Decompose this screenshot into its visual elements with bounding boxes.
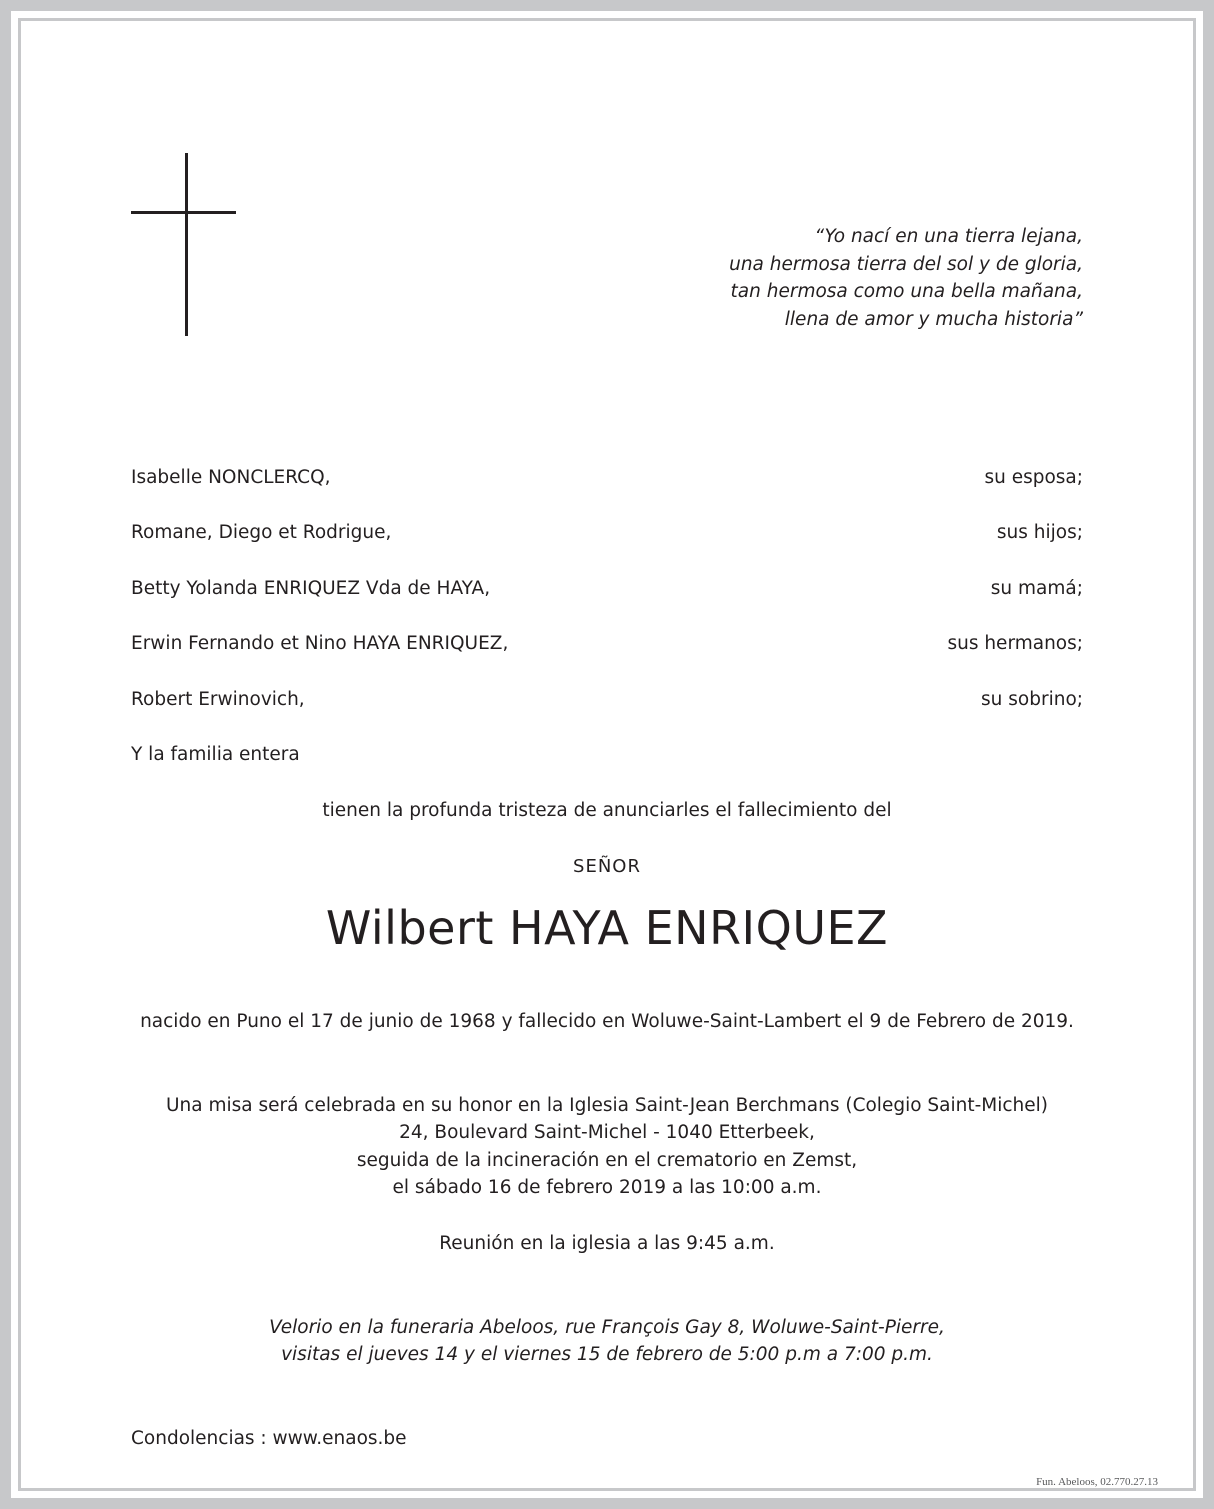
family-member-relation: sus hermanos; <box>947 633 1083 654</box>
family-member-name: Erwin Fernando et Nino HAYA ENRIQUEZ, <box>131 633 509 654</box>
family-member-name: Robert Erwinovich, <box>131 689 305 710</box>
mass-line: Una misa será celebrada en su honor en la Iglesia Saint-Jean Berchmans (Colegio Saint-Michel) <box>165 1095 1049 1116</box>
cross-horizontal-bar <box>131 211 236 214</box>
cross-vertical-bar <box>185 153 188 336</box>
deceased-name: Wilbert HAYA ENRIQUEZ <box>325 901 889 955</box>
quote-line: una hermosa tierra del sol y de gloria, <box>729 253 1083 275</box>
family-member-relation: su sobrino; <box>981 689 1083 710</box>
family-member-name: Isabelle NONCLERCQ, <box>131 467 331 488</box>
family-row <box>131 465 1083 491</box>
wake-line: visitas el jueves 14 y el viernes 15 de febrero de 5:00 p.m a 7:00 p.m. <box>281 1344 933 1365</box>
mass-line: seguida de la incineración en el crematorio en Zemst, <box>356 1150 858 1171</box>
epigraph-quote <box>523 223 1083 333</box>
family-member-relation: su esposa; <box>984 467 1083 488</box>
wake-line: Velorio en la funeraria Abeloos, rue François Gay 8, Woluwe-Saint-Pierre, <box>269 1317 945 1338</box>
reunion-text: Reunión en la iglesia a las 9:45 a.m. <box>439 1233 775 1254</box>
quote-line: tan hermosa como una bella mañana, <box>730 281 1083 302</box>
mass-line: el sábado 16 de febrero 2019 a las 10:00 a.m. <box>392 1177 822 1198</box>
family-row <box>131 576 1083 602</box>
birth-death-text: nacido en Puno el 17 de junio de 1968 y fallecido en Woluwe-Saint-Lambert el 9 de Febrero de 2019. <box>140 1011 1074 1032</box>
family-member-name: Y la familia entera <box>131 744 300 765</box>
announcement-text: tienen la profunda tristeza de anunciarles el fallecimiento del <box>322 800 892 821</box>
quote-line: “Yo nací en una tierra lejana, <box>814 226 1083 247</box>
mass-line: 24, Boulevard Saint-Michel - 1040 Etterbeek, <box>399 1122 815 1143</box>
family-row <box>131 631 1083 657</box>
family-member-relation: sus hijos; <box>996 522 1083 543</box>
condolences-text: Condolencias : www.enaos.be <box>131 1428 407 1449</box>
funeral-home-credit: Fun. Abeloos, 02.770.27.13 <box>1036 1476 1158 1488</box>
family-row <box>131 742 1083 768</box>
family-member-relation: su mamá; <box>990 578 1083 599</box>
family-row <box>131 687 1083 713</box>
honorific-title: SEÑOR <box>573 856 641 877</box>
family-member-name: Romane, Diego et Rodrigue, <box>131 522 392 543</box>
family-member-name: Betty Yolanda ENRIQUEZ Vda de HAYA, <box>131 578 491 599</box>
quote-line: llena de amor y mucha historia” <box>784 308 1083 330</box>
family-row <box>131 520 1083 546</box>
